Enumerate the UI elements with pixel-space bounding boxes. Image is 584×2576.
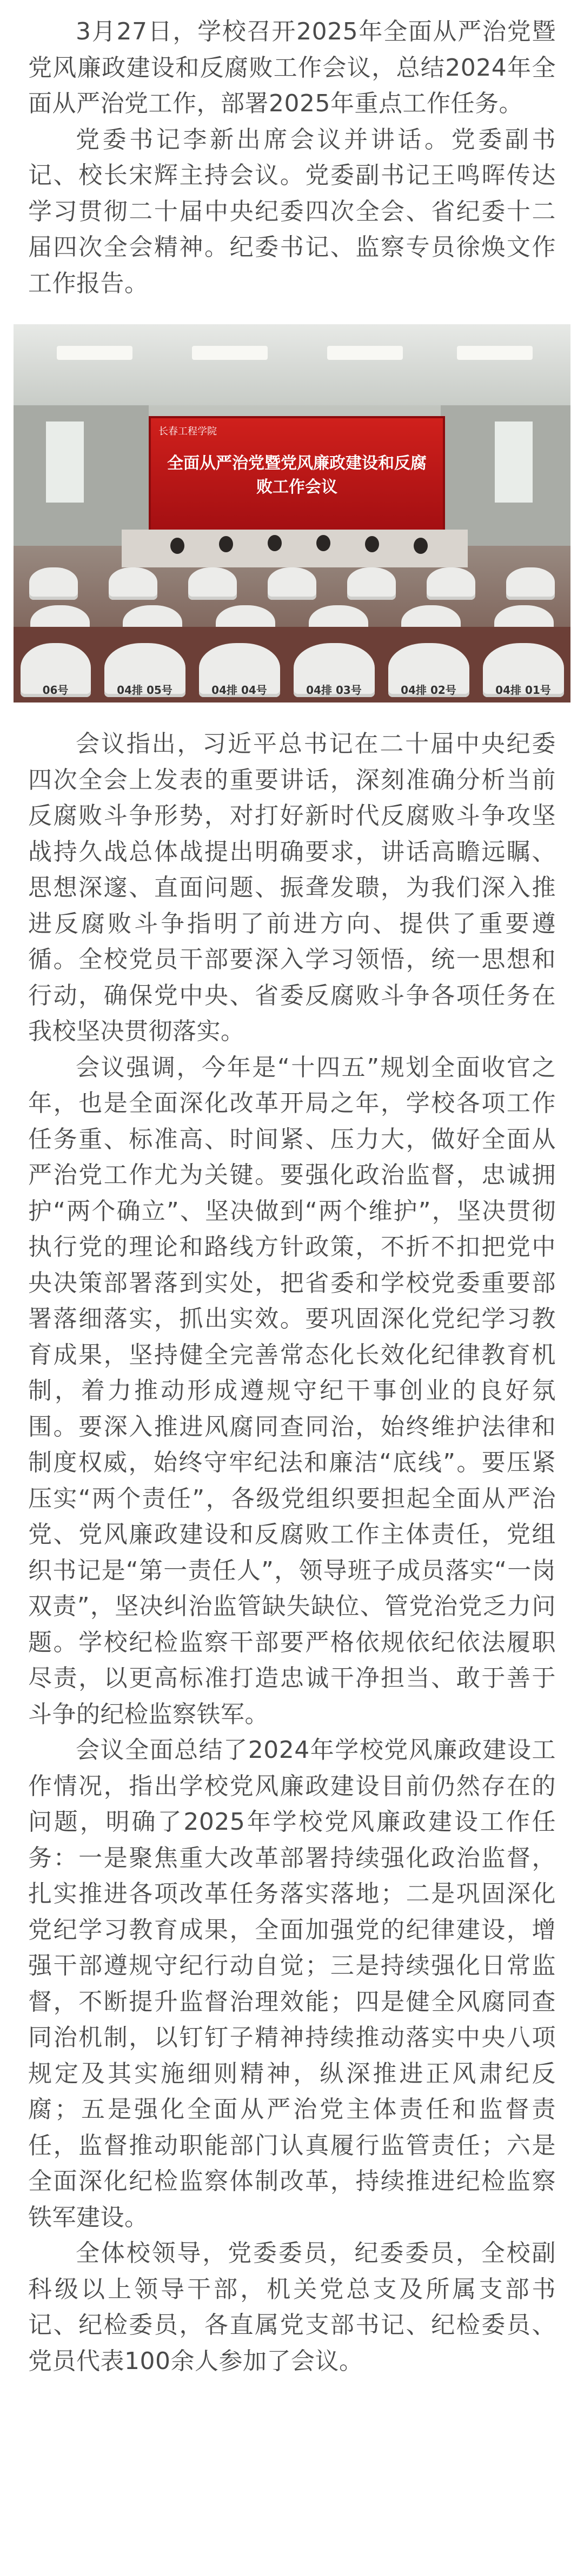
banner-text: 全面从严治党暨党风廉政建设和反腐败工作会议 bbox=[167, 454, 427, 497]
stage-banner bbox=[149, 416, 445, 534]
attendee-head bbox=[316, 535, 330, 551]
article-paragraph: 会议指出，习近平总书记在二十届中央纪委四次全会上发表的重要讲话，深刻准确分析当前反腐败斗争形势，对打好新时代反腐败斗争攻坚战持久战总体战提出明确要求，讲话高瞻远瞩、思想深邃、直面问题、振聋发聩，为我们深入推进反腐败斗争指明了前进方向、提供了重要遵循。全校党员干部要深入学习领悟，统一思想和行动，确保党中央、省委反腐败斗争各项任务在我校坚决贯彻落实。 bbox=[28, 730, 556, 1045]
banner-logo: 长春工程学院 bbox=[158, 426, 217, 437]
attendee-head bbox=[414, 538, 428, 554]
seat-label: 06号 bbox=[21, 643, 91, 697]
seat-label: 04排 01号 bbox=[483, 643, 564, 697]
article-paragraph: 3月27日，学校召开2025年全面从严治党暨党风廉政建设和反腐败工作会议，总结2024年全面从严治党工作，部署2025年重点工作任务。 bbox=[28, 18, 556, 117]
attendee-head bbox=[268, 535, 282, 551]
attendee-head bbox=[170, 538, 184, 554]
seat bbox=[347, 567, 396, 600]
attendee-head bbox=[365, 536, 379, 552]
seat-row-labeled bbox=[14, 643, 570, 697]
seat bbox=[29, 567, 78, 600]
seat bbox=[268, 567, 316, 600]
seat bbox=[427, 567, 475, 600]
ceiling-light bbox=[192, 346, 268, 360]
article-paragraph: 党委书记李新出席会议并讲话。党委副书记、校长宋辉主持会议。党委副书记王鸣晖传达学习贯彻二十届中央纪委四次全会、省纪委十二届四次全会精神。纪委书记、监察专员徐焕文作工作报告。 bbox=[28, 125, 556, 297]
photo-window bbox=[495, 421, 533, 503]
seat-label: 04排 03号 bbox=[294, 643, 375, 697]
article-paragraph: 全体校领导，党委委员，纪委委员，全校副科级以上领导干部，机关党总支及所属支部书记、纪检委员，各直属党支部书记、纪检委员、党员代表100余人参加了会议。 bbox=[28, 2239, 556, 2375]
seat bbox=[188, 567, 237, 600]
seat-label: 04排 05号 bbox=[104, 643, 185, 697]
article-paragraph: 会议全面总结了2024年学校党风廉政建设工作情况，指出学校党风廉政建设目前仍然存在的问题，明确了2025年学校党风廉政建设工作任务：一是聚焦重大改革部署持续强化政治监督，扎实推进各项改革任务落实落地；二是巩固深化党纪学习教育成果，全面加强党的纪律建设，增强干部遵规守纪行动自觉；三是持续强化日常监督，不断提升监督治理效能；四是健全风腐同查同治机制，以钉钉子精神持续推动落实中央八项规定及其实施细则精神，纵深推进正风肃纪反腐；五是强化全面从严治党主体责任和监督责任，监督推动职能部门认真履行监管责任；六是全面深化纪检监察体制改革，持续推进纪检监察铁军建设。 bbox=[28, 1736, 556, 2231]
photo-window bbox=[46, 421, 84, 503]
article-paragraph: 会议强调，今年是“十四五”规划全面收官之年，也是全面深化改革开局之年，学校各项工作任务重、标准高、时间紧、压力大，做好全面从严治党工作尤为关键。要强化政治监督，忠诚拥护“两个确立”、坚决做到“两个维护”，坚决贯彻执行党的理论和路线方针政策，不折不扣把党中央决策部署落到实处，把省委和学校党委重要部署落细落实，抓出实效。要巩固深化党纪学习教育成果，坚持健全完善常态化长效化纪律教育机制，着力推动形成遵规守纪干事创业的良好氛围。要深入推进风腐同查同治，始终维护法律和制度权威，始终守牢纪法和廉洁“底线”。要压紧压实“两个责任”，各级党组织要担起全面从严治党、党风廉政建设和反腐败工作主体责任，党组织书记是“第一责任人”，领导班子成员落实“一岗双责”，坚决纠治监管缺失缺位、管党治党乏力问题。学校纪检监察干部要严格依规依纪依法履职尽责，以更高标准打造忠诚干净担当、敢于善于斗争的纪检监察铁军。 bbox=[28, 1053, 556, 1728]
ceiling-light bbox=[457, 346, 533, 360]
meeting-photo bbox=[14, 324, 570, 702]
ceiling-light bbox=[327, 346, 403, 360]
ceiling-light bbox=[57, 346, 132, 360]
photo-ceiling bbox=[14, 324, 570, 405]
seat-label: 04排 02号 bbox=[388, 643, 469, 697]
seat-row bbox=[14, 567, 570, 600]
seat bbox=[109, 567, 157, 600]
seat bbox=[506, 567, 555, 600]
attendee-head bbox=[219, 536, 233, 552]
seat-label: 04排 04号 bbox=[199, 643, 280, 697]
